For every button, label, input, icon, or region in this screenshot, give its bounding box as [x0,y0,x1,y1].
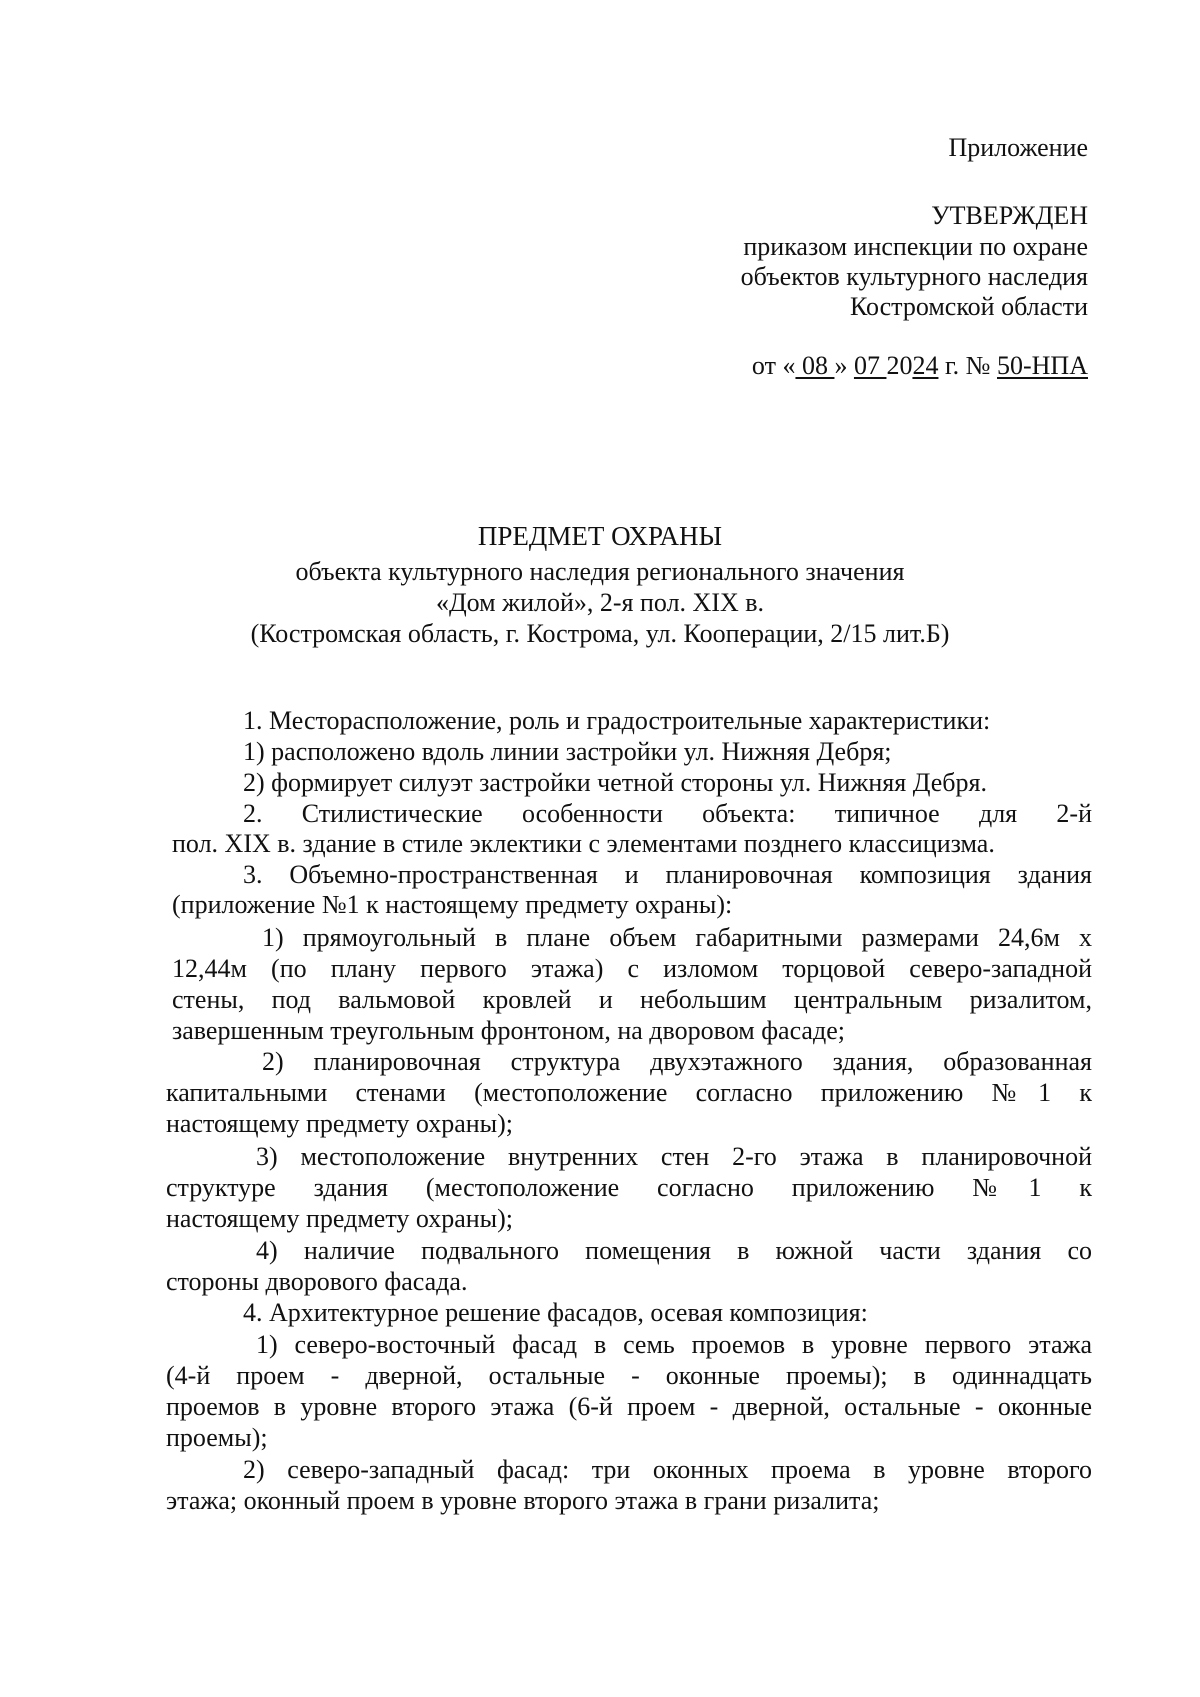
section-3-item-2-line-2: капитальными стенами (местоположение согласно приложению №1 к [166,1078,1092,1107]
order-line-1: приказом инспекции по охране [743,232,1088,261]
order-date-line [752,350,1088,382]
date-mid: г. № [938,351,997,380]
section-1-item-1: 1) расположено вдоль линии застройки ул. Нижняя Дебря; [243,737,892,766]
section-4-item-1-line-4: проемы); [166,1423,268,1452]
date-prefix: от « [751,351,796,380]
section-3-item-3-line-1: 3) местоположение внутренних стен 2-го этажа в планировочной [256,1142,1092,1171]
date-month: 07 [853,351,887,380]
section-3-line-2: (приложение №1 к настоящему предмету охраны): [172,890,733,919]
title-subline-1: объекта культурного наследия регионального значения [295,557,905,586]
section-3-item-1-line-4: завершенным треугольным фронтоном, на дворовом фасаде; [172,1016,845,1045]
section-3-item-1-line-3: стены, под вальмовой кровлей и небольшим центральным ризалитом, [172,985,1092,1014]
date-day: 08 [795,351,835,380]
title-subline-3: (Костромская область, г. Кострома, ул. Кооперации, 2/15 лит.Б) [250,619,950,648]
section-1-heading: 1. Месторасположение, роль и градостроительные характеристики: [243,706,991,735]
section-4-item-1-line-3: проемов в уровне второго этажа (6-й проем - дверной, остальные - оконные [166,1392,1092,1421]
approved-label: УТВЕРЖДЕН [931,201,1088,230]
date-separator: » [834,351,854,380]
section-4-item-2-line-1: 2) северо-западный фасад: три оконных проема в уровне второго [243,1455,1092,1484]
date-year-start: 20 [886,351,913,380]
section-3-line-1: 3. Объемно-пространственная и планировочная композиция здания [243,860,1092,889]
section-3-item-4-line-2: стороны дворового фасада. [166,1267,468,1296]
order-number: 50-НПА [997,351,1088,380]
date-year-end: 24 [912,351,939,380]
section-4-item-2-line-2: этажа; оконный проем в уровне второго этажа в грани ризалита; [166,1486,880,1515]
section-1-item-2: 2) формирует силуэт застройки четной стороны ул. Нижняя Дебря. [243,768,987,797]
section-4-heading: 4. Архитектурное решение фасадов, осевая композиция: [243,1298,868,1327]
title-subline-2: «Дом жилой», 2-я пол. XIX в. [435,588,765,617]
section-3-item-2-line-1: 2) планировочная структура двухэтажного здания, образованная [262,1047,1092,1076]
order-line-2: объектов культурного наследия [740,262,1088,291]
section-3-item-4-line-1: 4) наличие подвального помещения в южной части здания со [256,1236,1092,1265]
section-4-item-1-line-2: (4-й проем - дверной, остальные - оконные проемы); в одиннадцать [166,1361,1092,1390]
order-line-3: Костромской области [849,292,1088,321]
section-2-line-2: пол. XIX в. здание в стиле эклектики с элементами позднего классицизма. [172,829,995,858]
appendix-label: Приложение [948,133,1088,162]
section-3-item-1-line-2: 12,44м (по плану первого этажа) с изломом торцовой северо-западной [172,954,1092,983]
section-3-item-2-line-3: настоящему предмету охраны); [166,1109,514,1138]
section-3-item-3-line-3: настоящему предмету охраны); [166,1204,514,1233]
section-3-item-1-line-1: 1) прямоугольный в плане объем габаритными размерами 24,6м х [262,923,1092,952]
section-2-line-1: 2. Стилистические особенности объекта: типичное для 2-й [243,799,1092,828]
document-title: ПРЕДМЕТ ОХРАНЫ [477,521,723,551]
section-4-item-1-line-1: 1) северо-восточный фасад в семь проемов в уровне первого этажа [256,1330,1092,1359]
section-3-item-3-line-2: структуре здания (местоположение согласно приложению №1 к [166,1173,1092,1202]
